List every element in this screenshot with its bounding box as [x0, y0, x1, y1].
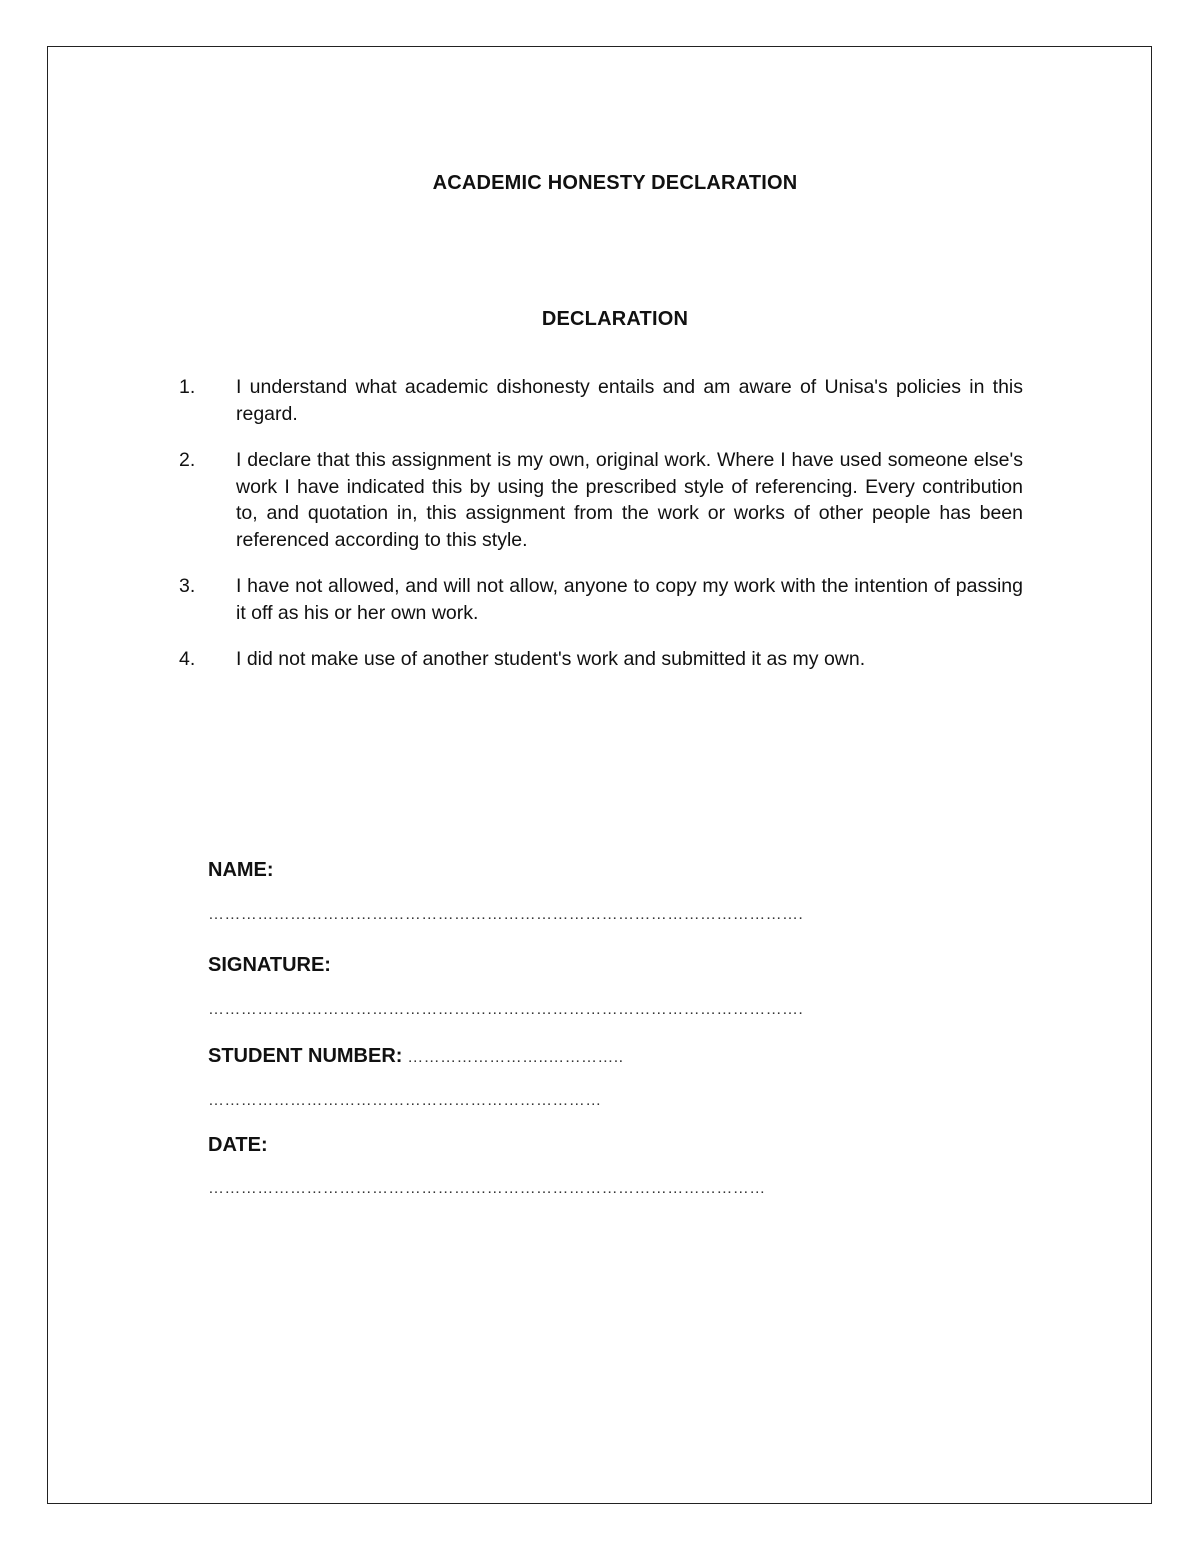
item-number: 3.	[179, 575, 196, 597]
declaration-item-4	[178, 646, 1023, 673]
page-border	[47, 46, 1152, 1504]
signature-field[interactable]: ……………………………………………………………………………………………….	[208, 1001, 804, 1018]
student-number-row	[208, 1042, 1028, 1070]
name-field[interactable]: ……………………………………………………………………………………………….	[208, 906, 804, 923]
date-label: DATE:	[208, 1134, 268, 1156]
name-label: NAME:	[208, 859, 274, 881]
item-number: 1.	[179, 376, 196, 398]
item-text: I did not make use of another student's work and submitted it as my own.	[236, 648, 866, 670]
document-title: ACADEMIC HONESTY DECLARATION	[432, 172, 798, 194]
item-text: I have not allowed, and will not allow, anyone to copy my work with the intention of passing it off as his or her own work.	[236, 575, 1023, 624]
declaration-item-3	[178, 573, 1023, 626]
item-text: I understand what academic dishonesty entails and am aware of Unisa's policies in this regard.	[236, 376, 1023, 425]
declaration-heading: DECLARATION	[541, 308, 689, 330]
item-number: 2.	[179, 449, 196, 471]
item-number: 4.	[179, 648, 196, 670]
item-text: I declare that this assignment is my own, original work. Where I have used someone else's work I have indicated this by using the prescribed style of referencing. Every contribution to, and quotation in, this assignment from the work or works of other people has been referenced according to this style.	[236, 449, 1023, 551]
declaration-item-1	[178, 374, 1023, 427]
declaration-item-2	[178, 447, 1023, 553]
signature-form	[208, 856, 1028, 1199]
student-number-field[interactable]: ……………………..…………..	[402, 1049, 624, 1066]
date-field[interactable]: …………………………………………………………………………………………	[208, 1180, 766, 1197]
declaration-list	[178, 374, 1023, 693]
student-number-label: STUDENT NUMBER:	[208, 1045, 403, 1067]
signature-label: SIGNATURE:	[208, 954, 331, 976]
student-number-field-continued[interactable]: ………………………………………………………………	[208, 1092, 602, 1109]
